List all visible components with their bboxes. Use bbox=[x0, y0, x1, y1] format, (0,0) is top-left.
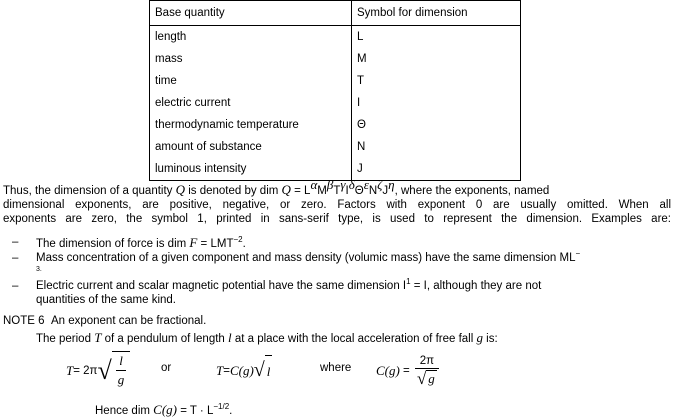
period-formula-2: T = C(g) √ l bbox=[216, 348, 272, 394]
quantity-cell: electric current bbox=[150, 92, 352, 114]
quantity-symbol: Q bbox=[175, 182, 185, 197]
table-header-row bbox=[150, 1, 521, 26]
sqrt-sign: √ l bbox=[254, 355, 273, 387]
symbol-cell: T bbox=[352, 70, 521, 92]
quantity-cell: length bbox=[150, 26, 352, 49]
bullet-electric-current: – Electric current and scalar magnetic potential have the same dimension $I^1 = I$, although they are not quantities of the same kind. bbox=[12, 277, 542, 306]
quantity-cell: thermodynamic temperature bbox=[150, 114, 352, 136]
note-text: An exponent can be fractional. bbox=[50, 315, 207, 327]
symbol-cell: L bbox=[352, 26, 521, 49]
symbol-cell: J bbox=[352, 158, 521, 181]
paragraph-line-2: dimensional exponents, are positive, negative, or zero. Factors with exponent 0 are usually omitted. When all bbox=[3, 198, 671, 211]
symbol-cell: Θ bbox=[352, 114, 521, 136]
cg-formula: C(g) = 2π √ g bbox=[376, 348, 441, 394]
symbol-cell: I bbox=[352, 92, 521, 114]
paragraph-line-3: exponents are zero, the symbol 1, printed in sans-serif type, is used to represent the dimension. Examples are: bbox=[3, 212, 671, 225]
quantity-cell: amount of substance bbox=[150, 136, 352, 158]
note-6 bbox=[3, 315, 206, 327]
symbol-cell: N bbox=[352, 136, 521, 158]
table-row bbox=[150, 136, 521, 158]
bullet-force: – The dimension of force is dim $F = LMT^{-2}$. bbox=[12, 235, 246, 250]
dimension-paragraph bbox=[3, 177, 671, 226]
table-row bbox=[150, 158, 521, 181]
base-quantity-table bbox=[149, 0, 521, 181]
bullet-mass-concentration: – Mass concentration of a given component and mass density (volumic mass) have the same dimension ML− 3. bbox=[36, 252, 672, 274]
table-row bbox=[150, 92, 521, 114]
or-text: or bbox=[161, 362, 172, 374]
symbol-cell: M bbox=[352, 48, 521, 70]
quantity-cell: mass bbox=[150, 48, 352, 70]
table-row bbox=[150, 48, 521, 70]
header-base-quantity: Base quantity bbox=[150, 1, 352, 26]
quantity-cell: time bbox=[150, 70, 352, 92]
exponent-three: 3. bbox=[36, 265, 42, 273]
sqrt-sign: √ $\frac{l}{g}$ bbox=[97, 351, 130, 391]
hence-statement: Hence dim $C(g) = T \cdot L^{-1/2}$. bbox=[95, 402, 233, 417]
pendulum-sentence: The period T of a pendulum of length l at a place with the local acceleration of free fall g is: bbox=[36, 330, 498, 345]
table-row bbox=[150, 114, 521, 136]
table-row bbox=[150, 70, 521, 92]
period-formula-1: T = 2π √ $\frac{l}{g}$ bbox=[66, 348, 130, 394]
table-row bbox=[150, 26, 521, 49]
paragraph-line-1: Thus, the dimension of a quantity Q is denoted by dim $Q = L^\alpha M^\beta T^\gamma I^\delta\Theta^\varepsilon N^\zeta J^\eta$, where the exponents, named bbox=[3, 177, 550, 197]
note-label: NOTE 6 bbox=[3, 315, 45, 327]
quantity-cell: luminous intensity bbox=[150, 158, 352, 181]
where-text: where bbox=[320, 362, 352, 374]
header-symbol: Symbol for dimension bbox=[352, 1, 521, 26]
